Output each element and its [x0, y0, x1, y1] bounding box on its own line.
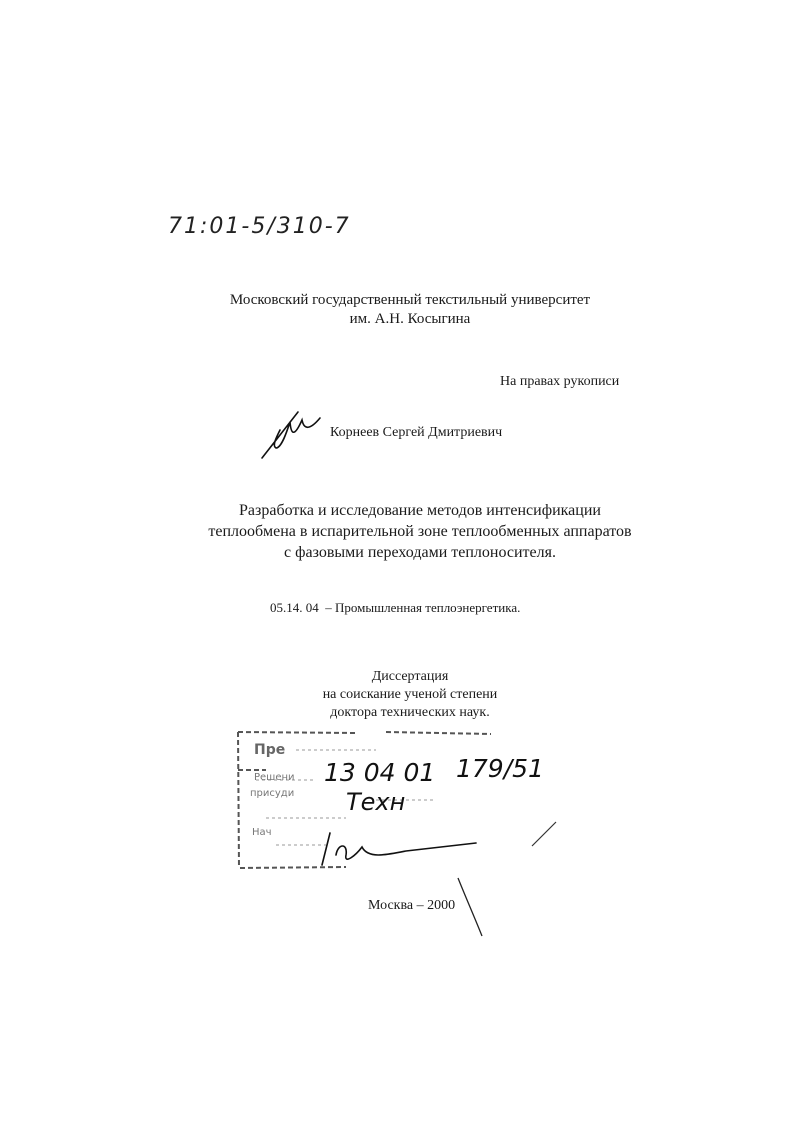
- author-name: Корнеев Сергей Дмитриевич: [330, 425, 503, 440]
- stamp-text-row-3: присуди: [250, 788, 295, 799]
- author-signature: [258, 408, 328, 460]
- dissertation-title: [150, 500, 690, 563]
- stamp-text-row-1: Пре: [254, 742, 286, 758]
- degree-line-3: доктора технических наук.: [330, 705, 490, 720]
- title-line-2: теплообмена в испарительной зоне теплообменных аппаратов: [208, 523, 632, 540]
- pen-stroke: [456, 876, 486, 938]
- approval-stamp: [236, 730, 544, 870]
- stamp-handwritten-date: 13 04 01: [324, 758, 436, 787]
- manuscript-rights: На правах рукописи: [500, 374, 620, 389]
- title-line-3: с фазовыми переходами теплоносителя.: [284, 544, 556, 561]
- stamp-text-row-2: Решени: [254, 772, 295, 783]
- stamp-handwritten-number: 179/51: [456, 754, 544, 783]
- title-line-1: Разработка и исследование методов интенсификации: [239, 502, 601, 519]
- stamp-handwritten-word: Техн: [346, 788, 406, 816]
- university-line-2: им. А.Н. Косыгина: [349, 311, 471, 327]
- stamp-text-row-4: Нач: [252, 827, 272, 838]
- degree-line-2: на соискание ученой степени: [322, 687, 498, 702]
- university-name: [150, 291, 670, 329]
- specialty-code: 05.14. 04 – Промышленная теплоэнергетика.: [270, 600, 521, 615]
- pen-mark: [530, 820, 560, 850]
- stamp-signature: [316, 825, 486, 870]
- city-year: Москва – 2000: [368, 898, 456, 913]
- degree-statement: [260, 668, 560, 722]
- university-line-1: Московский государственный текстильный университет: [229, 292, 591, 308]
- archive-code-handwritten: 71:01-5/310-7: [168, 214, 351, 239]
- degree-line-1: Диссертация: [371, 669, 449, 684]
